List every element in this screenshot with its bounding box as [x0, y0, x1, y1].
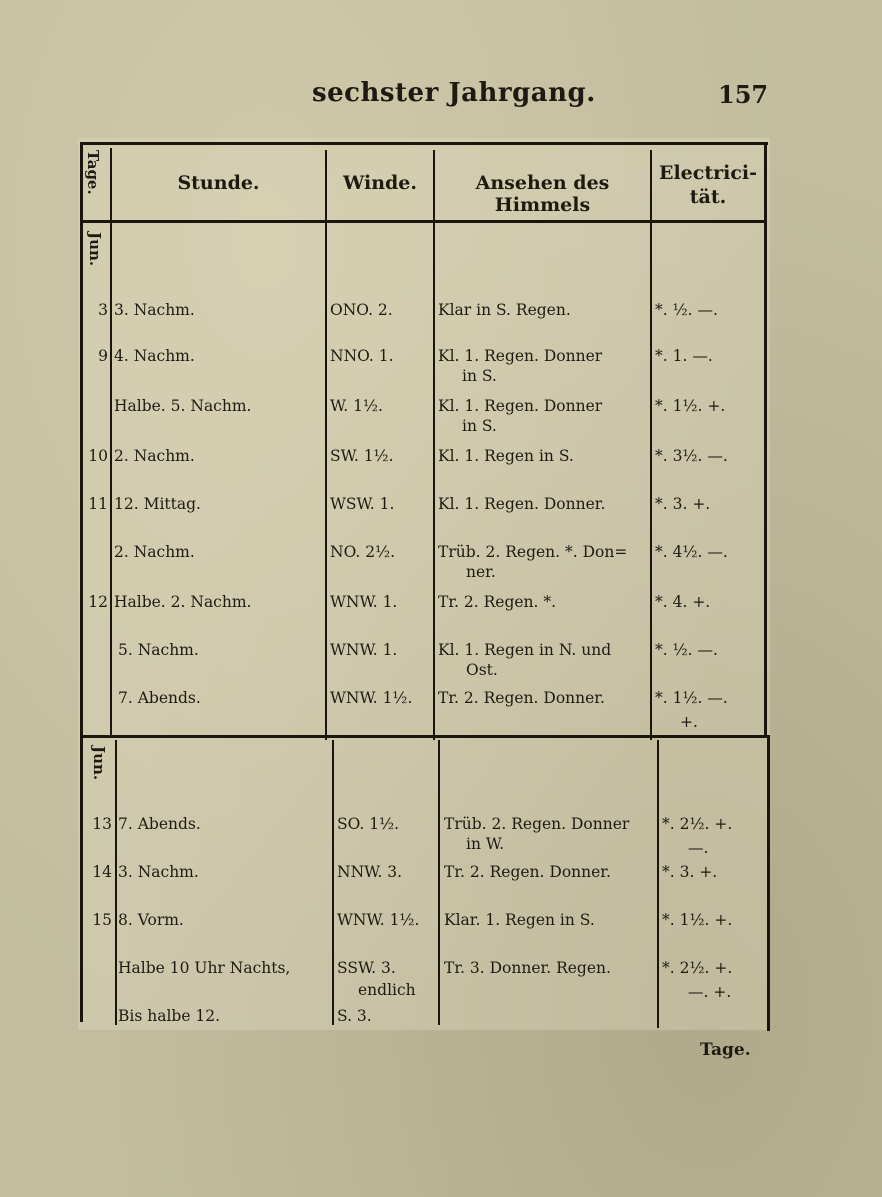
table-row-electricitat: *. 1½. —.: [655, 689, 728, 707]
table-row-winde: WNW. 1.: [330, 641, 398, 659]
table-row-winde: NNO. 1.: [330, 347, 394, 365]
rule-himmel-1: [650, 150, 652, 740]
table-row-electricitat: *. ½. —.: [655, 301, 718, 319]
table-row-himmel: Tr. 2. Regen. *.: [438, 593, 557, 611]
rule-winde-2: [438, 740, 440, 1025]
table-row-himmel: Kl. 1. Regen. Donner.: [438, 495, 606, 513]
table-row-electricitat-cont: —. +.: [688, 983, 732, 1001]
table-row-stunde: 8. Vorm.: [118, 911, 184, 929]
table-row-stunde: 2. Nachm.: [114, 447, 195, 465]
table-row-electricitat: *. 3. +.: [655, 495, 711, 513]
header-ansehen-des-himmels: Ansehen des Himmels: [475, 172, 610, 216]
table-row-stunde: 2. Nachm.: [114, 543, 195, 561]
month-label-june-1: Jun.: [86, 232, 104, 267]
month-label-june-2: Jun.: [90, 746, 108, 781]
header-winde: Winde.: [342, 172, 418, 194]
table-row-electricitat: *. 4½. —.: [655, 543, 728, 561]
table-row-winde: SO. 1½.: [337, 815, 400, 833]
table-row-winde: WNW. 1½.: [337, 911, 420, 929]
table-row-day: 12: [88, 593, 108, 611]
table-row-stunde: 3. Nachm.: [118, 863, 199, 881]
table-row-stunde: Halbe. 2. Nachm.: [114, 593, 252, 611]
table-row-winde: WNW. 1½.: [330, 689, 413, 707]
table-row-stunde: 5. Nachm.: [118, 641, 199, 659]
table-row-winde: W. 1½.: [330, 397, 383, 415]
table-row-himmel-cont: in S.: [462, 367, 497, 385]
table-row-himmel-cont: Ost.: [466, 661, 498, 679]
running-head: sechster Jahrgang.: [312, 78, 596, 108]
table-row-himmel-cont: in S.: [462, 417, 497, 435]
rule-stunde-1: [325, 150, 327, 740]
table-row-day: 15: [92, 911, 112, 929]
table-row-himmel: Kl. 1. Regen. Donner: [438, 397, 603, 415]
table-row-stunde: Halbe 10 Uhr Nachts,: [118, 959, 291, 977]
table-row-winde: NNW. 3.: [337, 863, 402, 881]
table-row-winde: WSW. 1.: [330, 495, 395, 513]
table-row-stunde: 7. Abends.: [118, 689, 201, 707]
header-electricitat-1: Electrici-: [658, 162, 758, 184]
table-row-day: 3: [98, 301, 108, 319]
table-row-winde: endlich: [358, 981, 416, 999]
table-row-day: 10: [88, 447, 108, 465]
table-row-himmel: Tr. 2. Regen. Donner.: [438, 689, 605, 707]
section-divider-rule: [80, 735, 770, 738]
rule-himmel-2: [657, 740, 659, 1028]
table-row-electricitat-cont: —.: [688, 839, 709, 857]
table-row-stunde: 3. Nachm.: [114, 301, 195, 319]
table-row-winde: S. 3.: [337, 1007, 372, 1025]
table-row-electricitat: *. 2½. +.: [662, 815, 733, 833]
table-top-rule: [80, 142, 768, 145]
catchword: Tage.: [700, 1040, 751, 1060]
rule-tage-1: [110, 148, 112, 738]
table-row-stunde: Bis halbe 12.: [118, 1007, 221, 1025]
table-row-electricitat: *. 1½. +.: [662, 911, 733, 929]
table-row-electricitat: *. 1. —.: [655, 347, 713, 365]
table-row-winde: SW. 1½.: [330, 447, 394, 465]
header-bottom-rule: [80, 220, 764, 223]
rule-winde-1: [433, 150, 435, 740]
rule-stunde-2: [332, 740, 334, 1025]
table-row-electricitat-cont: +.: [680, 713, 698, 731]
page-number: 157: [718, 80, 769, 109]
table-row-himmel-cont: in W.: [466, 835, 505, 853]
header-stunde: Stunde.: [177, 172, 260, 194]
table-row-winde: WNW. 1.: [330, 593, 398, 611]
table-row-electricitat: *. 1½. +.: [655, 397, 726, 415]
table-row-himmel: Trüb. 2. Regen. *. Don=: [438, 543, 628, 561]
table-row-day: 14: [92, 863, 112, 881]
table-row-winde: NO. 2½.: [330, 543, 396, 561]
table-row-electricitat: *. 3½. —.: [655, 447, 728, 465]
weather-table: [78, 138, 770, 1030]
table-row-himmel: Klar. 1. Regen in S.: [444, 911, 595, 929]
table-row-himmel: Klar in S. Regen.: [438, 301, 571, 319]
table-row-day: 13: [92, 815, 112, 833]
table-row-himmel: Trüb. 2. Regen. Donner: [444, 815, 630, 833]
table-row-stunde: 12. Mittag.: [114, 495, 201, 513]
table-row-himmel: Tr. 3. Donner. Regen.: [444, 959, 611, 977]
table-row-electricitat: *. 2½. +.: [662, 959, 733, 977]
header-tage: Tage.: [84, 150, 102, 195]
table-row-day: 9: [98, 347, 108, 365]
table-row-electricitat: *. 4. +.: [655, 593, 711, 611]
rule-left: [80, 142, 83, 1022]
table-row-day: 11: [88, 495, 108, 513]
table-row-himmel: Kl. 1. Regen. Donner: [438, 347, 603, 365]
table-row-electricitat: *. ½. —.: [655, 641, 718, 659]
table-row-stunde: 4. Nachm.: [114, 347, 195, 365]
table-row-winde: SSW. 3.: [337, 959, 396, 977]
rule-tage-2: [115, 740, 117, 1025]
header-electricitat-2: tät.: [689, 186, 727, 208]
table-row-himmel: Kl. 1. Regen in S.: [438, 447, 574, 465]
table-row-stunde: 7. Abends.: [118, 815, 201, 833]
table-row-electricitat: *. 3. +.: [662, 863, 718, 881]
rule-right-2: [767, 738, 770, 1031]
table-row-himmel: Tr. 2. Regen. Donner.: [444, 863, 611, 881]
table-row-stunde: Halbe. 5. Nachm.: [114, 397, 252, 415]
table-row-himmel-cont: ner.: [466, 563, 496, 581]
table-row-himmel: Kl. 1. Regen in N. und: [438, 641, 612, 659]
table-row-winde: ONO. 2.: [330, 301, 393, 319]
rule-right-1: [764, 142, 767, 738]
